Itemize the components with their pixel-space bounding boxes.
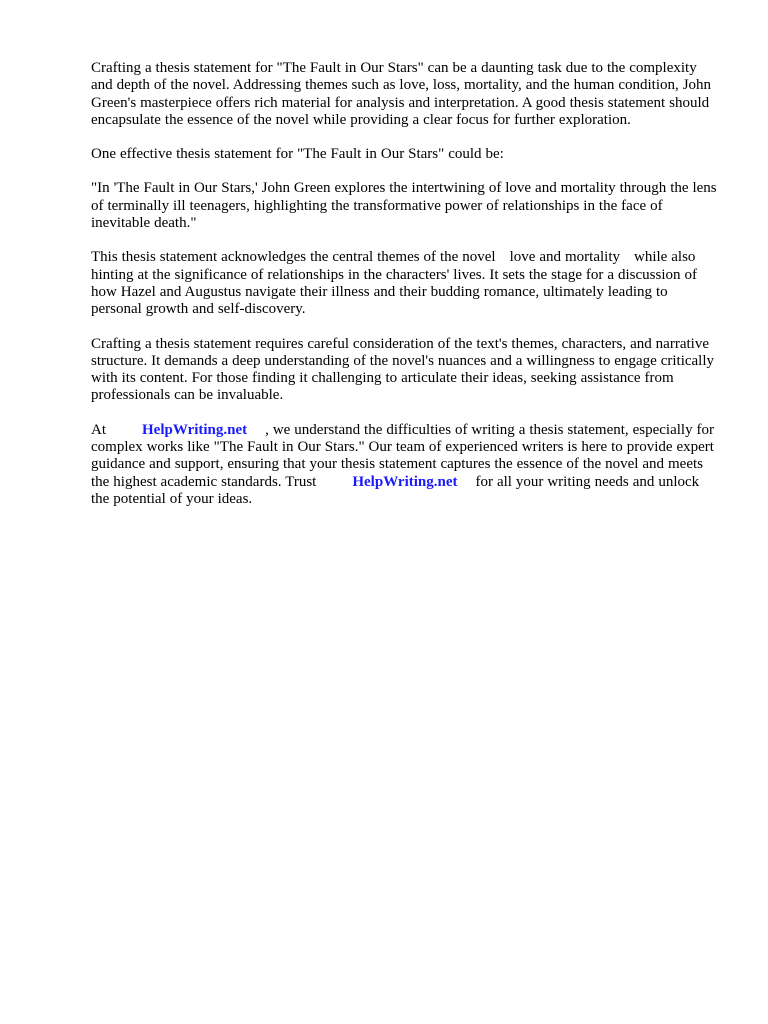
promo-text-2: , we understand the difficulties of writing a thesis statement, especially for complex works like "The Fault in Our Stars." Our team of experienced writers is here to provide expert guidance and support, ensuring that your thesis statement captures the essence of the novel and meets the highest academic standards. Trust bbox=[91, 421, 715, 490]
thesis-quote-paragraph: "In 'The Fault in Our Stars,' John Green explores the intertwining of love and mortality through the lens of terminally ill teenagers, highlighting the transformative power of relationships in the face of inevitable death." bbox=[91, 180, 717, 232]
helpwriting-link-1[interactable]: HelpWriting.net bbox=[142, 421, 248, 438]
promo-text-1: At bbox=[91, 421, 106, 438]
document-page bbox=[91, 60, 721, 525]
thesis-lead-paragraph: One effective thesis statement for "The Fault in Our Stars" could be: bbox=[91, 146, 504, 163]
intro-paragraph: Crafting a thesis statement for "The Fault in Our Stars" can be a daunting task due to the complexity and depth of the novel. Addressing themes such as love, loss, mortality, and the human condition, John Green's masterpiece offers rich material for analysis and interpretation. A good thesis statement should encapsulate the essence of the novel while providing a clear focus for further exploration. bbox=[91, 60, 712, 128]
consideration-paragraph: Crafting a thesis statement requires careful consideration of the text's themes, characters, and narrative structure. It demands a deep understanding of the novel's nuances and a willingness to engage critically with its content. For those finding it challenging to articulate their ideas, seeking assistance from professionals can be invaluable. bbox=[91, 335, 715, 404]
analysis-text-2: while also hinting at the significance of relationships in the characters' lives. It sets the stage for a discussion of how Hazel and Augustus navigate their illness and their budding romance, ultimately leading to personal growth and self-discovery. bbox=[91, 249, 697, 318]
helpwriting-link-2[interactable]: HelpWriting.net bbox=[352, 473, 458, 490]
analysis-themes-text: love and mortality bbox=[509, 249, 620, 266]
analysis-text-1: This thesis statement acknowledges the central themes of the novel bbox=[91, 249, 496, 266]
promo-paragraph bbox=[91, 422, 721, 508]
promo-text-3: for all your writing needs and unlock the potential of your ideas. bbox=[91, 473, 700, 507]
thesis-analysis-paragraph bbox=[91, 249, 721, 318]
